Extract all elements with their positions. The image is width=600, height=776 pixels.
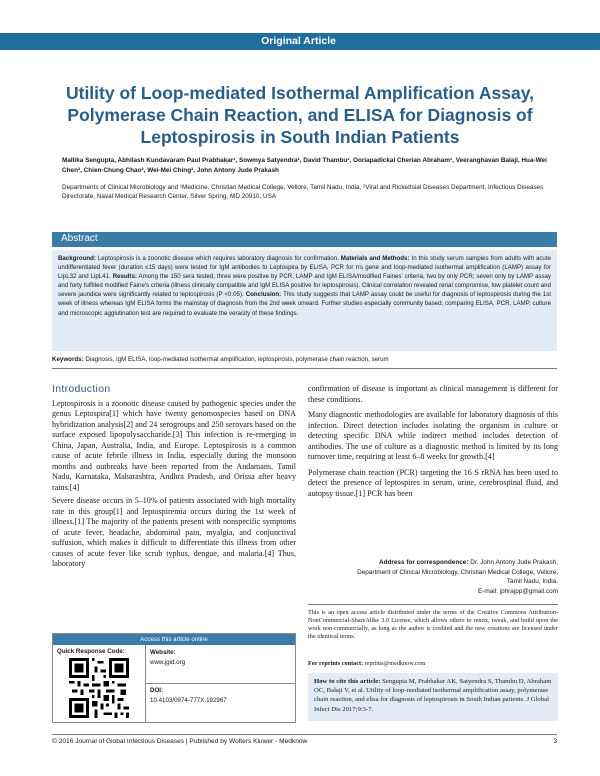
access-online-header: Access this article online (53, 634, 295, 645)
conclusion-text: This study suggests that LAMP assay could be useful for diagnosis of leptospirosis during the 1st week of illness whereas IgM ELISA forms the mainstay of diagnosis from the 2nd week onward. Further studies especially community based, comparing ELISA, PCR, LAMP, culture and microscopic agglutination test are required to evaluate the veracity of these findings. (58, 291, 551, 317)
keywords (52, 356, 557, 363)
correspondence-label: Address for correspondence: (378, 559, 469, 566)
author-list: Mallika Sengupta, Abhilash Kundavaram Paul Prabhakar¹, Sowmya Satyendra¹, David Thambu¹, Ooriapadickal Cherian Abraham¹, Veeranghavan Balaji, Hua-Wei Chen², Chien-Chung Chao², Wei-Mei Ching², John Antony Jude Prakash (62, 157, 547, 174)
citation-text: Sengupta M, Prabhakar AK, Satyendra S, Thambu D, Abraham OC, Balaji V, et al. Utility of loop-mediated isothermal amplification assay, polymerase chain reaction, and elisa for diagnosis of leptospirosis in South Indian patients. J Global Infect Dis 2017;9:3-7. (314, 678, 552, 713)
intro-paragraph-4: Many diagnostic methodologies are available for laboratory diagnosis of this infection. Direct detection includes isolating the organism in culture or detecting specific DNA while indirect method includes detection of antibodies. The use of culture as a diagnostic method is limited by its long turnover time, requiring at least 6–8 weeks for growth.[4] (308, 410, 558, 461)
open-access-notice: This is an open access article distributed under the terms of the Creative Commons Attribution-NonCommercial-ShareAlike 3.0 License, which allows others to remix, tweak, and build upon the work non-commercially, as long as the author is credited and the new creations are licensed under the identical terms. (308, 609, 558, 640)
background-label: Background: (58, 255, 96, 262)
abstract-body (52, 250, 557, 351)
footer-divider (52, 734, 557, 735)
intro-paragraph-1: Leptospirosis is a zoonotic disease caused by pathogenic species under the genus Leptospira[1] which have twenty genomospecies based on DNA hybridization analysis[2] and 24 serogroups and 250 serovars based on the surface exposed lipopolysaccharide.[3] This infection is re-emerging in China, Japan, Australia, India, and Europe. Leptospirosis is a common cause of acute febrile illness in India, especially during the monsoon months and outbreaks have been reported from the Andamans, Tamil Nadu, Karnataka, Maharashtra, Andhra Pradesh, and Orissa after heavy rains.[4] (52, 398, 296, 492)
abstract-header (52, 232, 557, 247)
results-label: Results: (112, 273, 137, 281)
methods-label: Materials and Methods: (340, 255, 410, 262)
correspondence-block (308, 558, 558, 596)
qr-code-icon (69, 658, 129, 718)
reprints-line (308, 660, 558, 667)
citation-label: How to cite this article: (314, 678, 381, 685)
citation-box (308, 673, 558, 721)
body-column-right (308, 384, 558, 504)
abstract-heading: Abstract (61, 233, 98, 244)
results-text: Among the 150 sera tested, three were positive by PCR, LAMP and IgM ELISA/modified Faines' criteria, two by only PCR; seven only by LAMP assay and forty fulfilled modified Faine's criteria (illness clinically compatible and IgM ELISA positive for leptospirosis). Clinical correlation revealed renal compromise, low platelet count and severe jaundice were significantly related to leptospirosis (P <0.05). (58, 273, 551, 299)
reprints-email[interactable]: reprints@medknow.com (364, 660, 426, 667)
intro-paragraph-5: Polymerase chain reaction (PCR) targeting the 16 S rRNA has been used to detect the presence of leptospires in serum, urine, cerebrospinal fluid, and autopsy tissue.[1] PCR has been (308, 467, 558, 498)
qr-label: Quick Response Code: (57, 648, 125, 655)
doi-label: DOI: (150, 687, 164, 694)
keywords-text: Diagnosis, IgM ELISA, loop-mediated isothermal amplification, leptospirosis, polymerase chain reaction, serum (85, 356, 389, 363)
divider (52, 368, 557, 369)
box-divider-vertical (145, 645, 146, 723)
footer-copyright: © 2016 Journal of Global Infectious Diseases | Published by Wolters Kluwer - Medknow (52, 738, 308, 745)
website-label: Website: (150, 649, 176, 656)
page-number: 3 (553, 738, 557, 745)
background-text: Leptospirosis is a zoonotic disease which requires laboratory diagnosis for confirmation. (97, 255, 339, 262)
divider (308, 604, 558, 605)
article-title: Utility of Loop-mediated Isothermal Amplification Assay, Polymerase Chain Reaction, and ELISA for Diagnosis of Leptospirosis in South Indian Patients (65, 83, 535, 147)
website-link[interactable]: www.jgid.org (150, 659, 186, 666)
intro-paragraph-2: Severe disease occurs in 5–10% of patients associated with high mortality rate in this group[1] and leptospiremia occurs during the 1st week of illness.[1] The majority of the patients present with nonspecific symptoms of acute fever, headache, abdominal pain, myalgia, and conjunctival suffusion, which makes it difficult to differentiate this illness from other causes of acute fever like scrub typhus, dengue, and malaria.[4] Thus, laboratory (52, 496, 296, 568)
box-divider-horizontal (145, 683, 296, 684)
conclusion-label: Conclusion: (245, 291, 282, 299)
correspondence-line-1: Department of Clinical Microbiology, Christian Medical College, Vellore, (357, 568, 558, 576)
keywords-label: Keywords: (52, 356, 84, 363)
correspondence-name: Dr. John Antony Jude Prakash, (470, 559, 558, 566)
section-label: Original Article (261, 35, 336, 47)
reprints-label: For reprints contact: (308, 660, 364, 667)
access-online-box (52, 633, 296, 723)
doi-value[interactable]: 10.4103/0974-777X.192967 (150, 697, 227, 704)
introduction-heading: Introduction (52, 383, 111, 395)
correspondence-email[interactable]: E-mail: jphrajpp@gmail.com (477, 587, 558, 595)
correspondence-line-2: Tamil Nadu, India. (506, 578, 558, 585)
body-column-left (52, 384, 296, 573)
intro-paragraph-3: confirmation of disease is important as clinical management is different for these conditions. (308, 384, 558, 404)
section-banner (0, 33, 600, 50)
methods-text: In this study serum samples from adults with acute undifferentiated fever (duration ≤15 days) were tested for IgM antibodies to Leptospira by ELISA, PCR for rrs gene and loop-mediated isothermal amplification (LAMP) assay for LipL32 and LipL41. (58, 255, 551, 281)
affiliations: Departments of Clinical Microbiology and ¹Medicine, Christian Medical College, Vellore, Tamil Nadu, India, ²Viral and Rickettsial Diseases Department, Infectious Diseases Directorate, Naval Medical Research Center, Silver Spring, MD 20910, USA (62, 184, 544, 200)
